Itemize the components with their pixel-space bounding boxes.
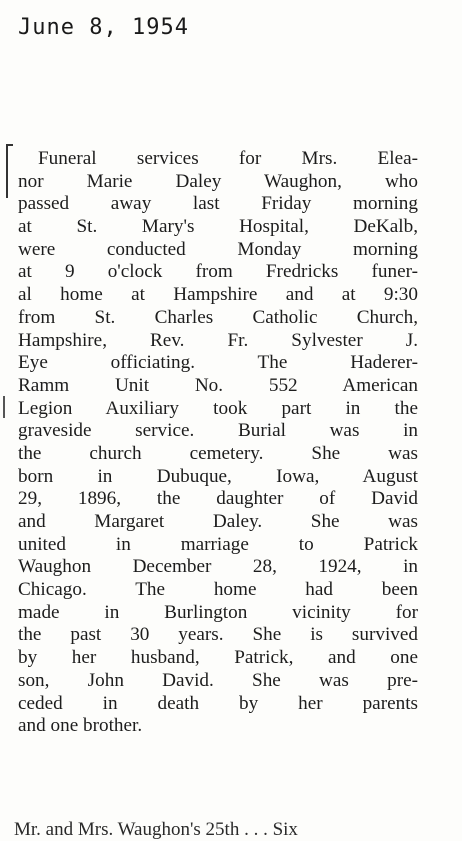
article-line: united in marriage to Patrick [18, 533, 418, 555]
article-line: Eye officiating. The Haderer- [18, 352, 418, 374]
article-line: made in Burlington vicinity for [18, 601, 418, 623]
article-line: Legion Auxiliary took part in the [18, 397, 418, 419]
article-line: graveside service. Burial was in [18, 420, 418, 442]
clipped-next-line [14, 819, 434, 841]
article-line: son, John David. She was pre- [18, 669, 418, 691]
column-bracket-mark [6, 144, 13, 198]
article-line: at 9 o'clock from Fredricks funer- [18, 261, 418, 283]
obituary-text [18, 148, 418, 738]
clipping-date: June 8, 1954 [18, 15, 189, 40]
article-line: al home at Hampshire and at 9:30 [18, 284, 418, 306]
article-line: were conducted Monday morning [18, 238, 418, 260]
clipped-line-text: Mr. and Mrs. Waughon's 25th . . . Six [14, 819, 298, 840]
obituary-clipping [0, 138, 462, 841]
article-line: nor Marie Daley Waughon, who [18, 170, 418, 192]
article-line: ceded in death by her parents [18, 692, 418, 714]
article-line: at St. Mary's Hospital, DeKalb, [18, 216, 418, 238]
article-line: and one brother. [18, 715, 143, 737]
article-line: and Margaret Daley. She was [18, 511, 418, 532]
article-line: 29, 1896, the daughter of David [18, 488, 418, 510]
article-line: the church cemetery. She was [18, 442, 418, 464]
article-line: born in Dubuque, Iowa, August [18, 465, 418, 487]
column-margin-mark [3, 396, 5, 418]
article-line: Waughon December 28, 1924, in [18, 556, 418, 578]
article-line: from St. Charles Catholic Church, [18, 306, 418, 328]
article-line: Funeral services for Mrs. Elea- [38, 148, 418, 169]
article-line: passed away last Friday morning [18, 193, 418, 215]
article-line: the past 30 years. She is survived [18, 624, 418, 646]
article-line: Chicago. The home had been [18, 579, 418, 601]
article-line: Hampshire, Rev. Fr. Sylvester J. [18, 329, 418, 351]
article-line: by her husband, Patrick, and one [18, 647, 418, 669]
article-line: Ramm Unit No. 552 American [18, 374, 418, 396]
